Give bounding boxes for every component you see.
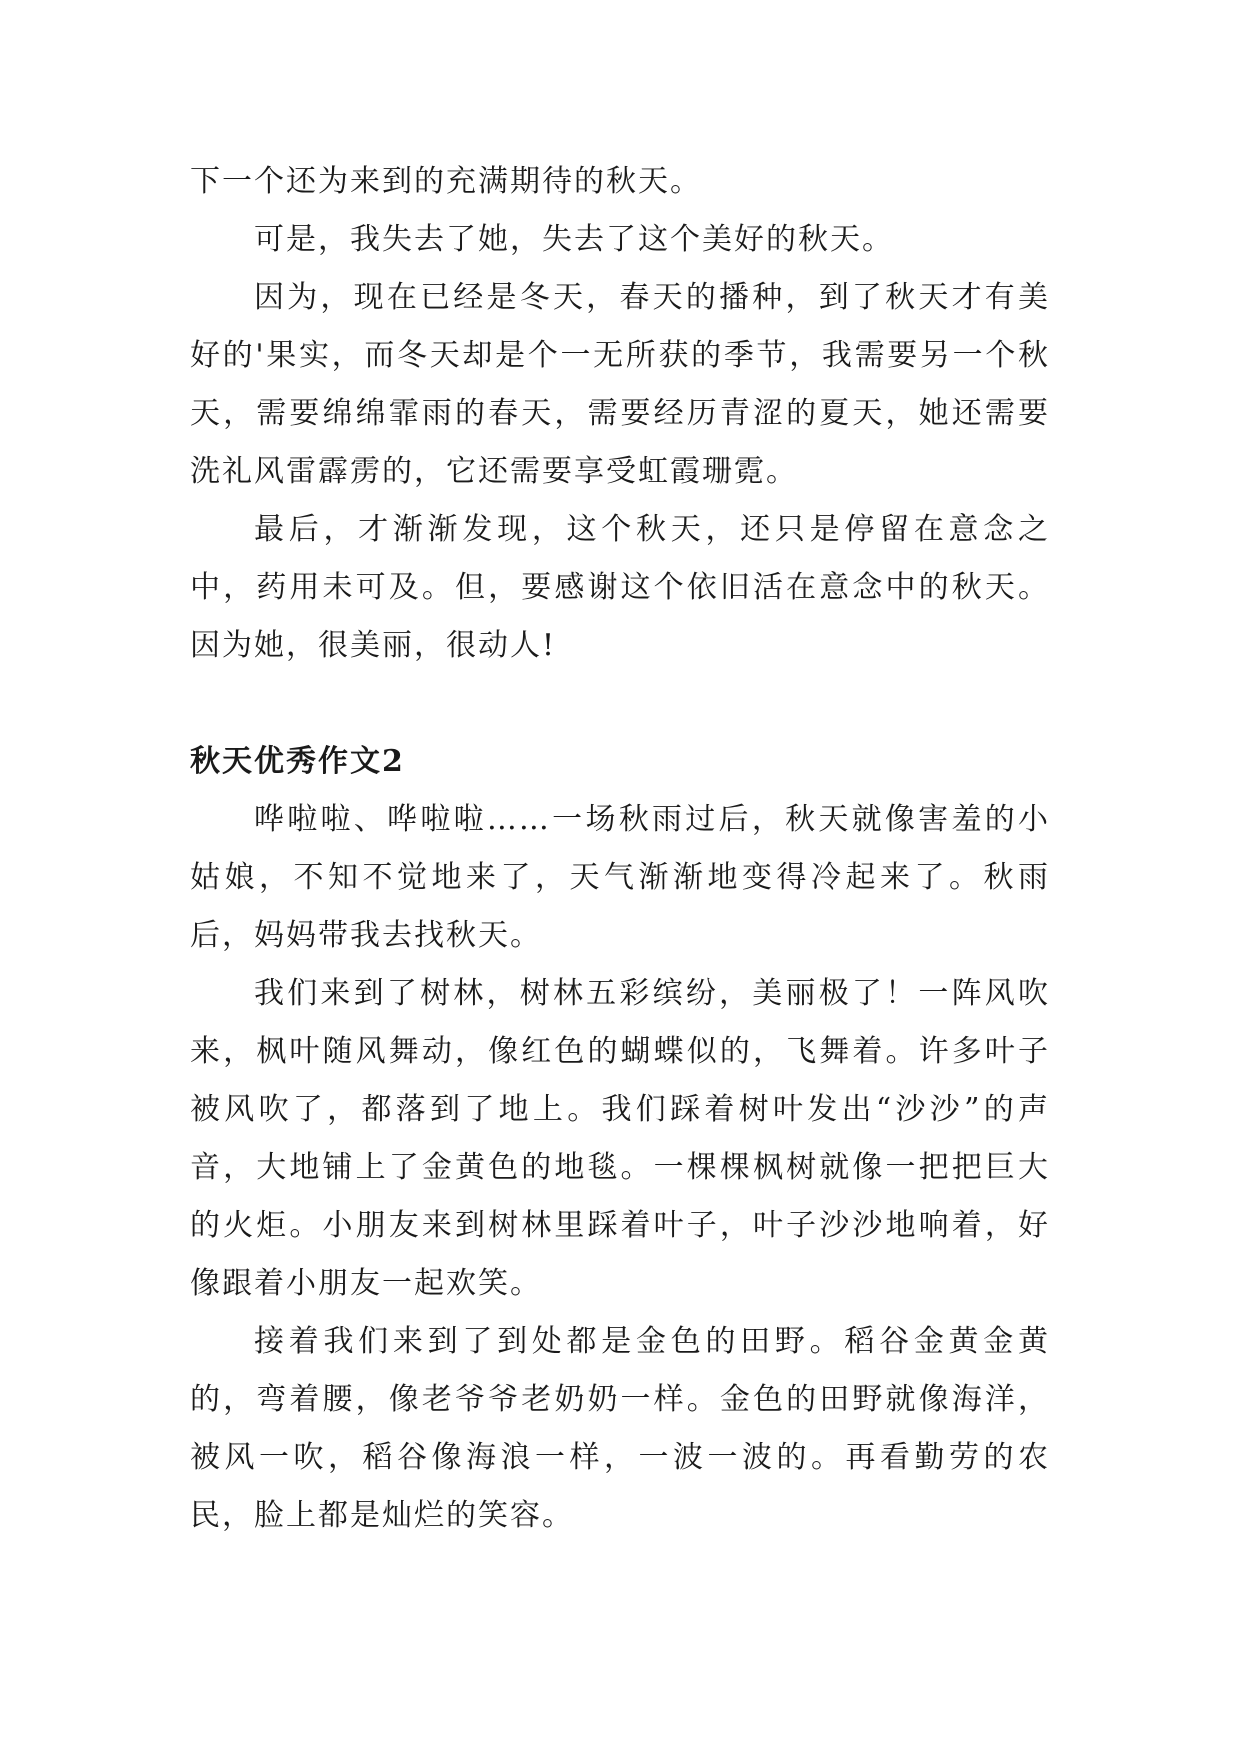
- essay-paragraph: 哗啦啦、哗啦啦……一场秋雨过后，秋天就像害羞的小姑娘，不知不觉地来了，天气渐渐地变得冷起来了。秋雨后，妈妈带我去找秋天。: [190, 802, 1050, 953]
- essay-body: [190, 153, 1050, 1545]
- essay-paragraph: 可是，我失去了她，失去了这个美好的秋天。: [254, 222, 894, 257]
- section-title: 秋天优秀作文2: [190, 744, 405, 779]
- essay-paragraph: 下一个还为来到的充满期待的秋天。: [190, 164, 702, 199]
- essay-paragraph: 接着我们来到了到处都是金色的田野。稻谷金黄金黄的，弯着腰，像老爷爷老奶奶一样。金色的田野就像海洋，被风一吹，稻谷像海浪一样，一波一波的。再看勤劳的农民，脸上都是灿烂的笑容。: [190, 1324, 1050, 1533]
- essay-paragraph: 我们来到了树林，树林五彩缤纷，美丽极了！一阵风吹来，枫叶随风舞动，像红色的蝴蝶似的，飞舞着。许多叶子被风吹了，都落到了地上。我们踩着树叶发出“沙沙”的声音，大地铺上了金黄色的地毯。一棵棵枫树就像一把把巨大的火炬。小朋友来到树林里踩着叶子，叶子沙沙地响着，好像跟着小朋友一起欢笑。: [190, 976, 1050, 1301]
- essay-paragraph: 因为，现在已经是冬天，春天的播种，到了秋天才有美好的'果实，而冬天却是个一无所获的季节，我需要另一个秋天，需要绵绵霏雨的春天，需要经历青涩的夏天，她还需要洗礼风雷霹雳的，它还需要享受虹霞珊霓。: [190, 280, 1050, 489]
- essay-paragraph: 最后，才渐渐发现，这个秋天，还只是停留在意念之中，药用未可及。但，要感谢这个依旧活在意念中的秋天。因为她，很美丽，很动人!: [190, 512, 1050, 663]
- section-gap: [190, 675, 1050, 733]
